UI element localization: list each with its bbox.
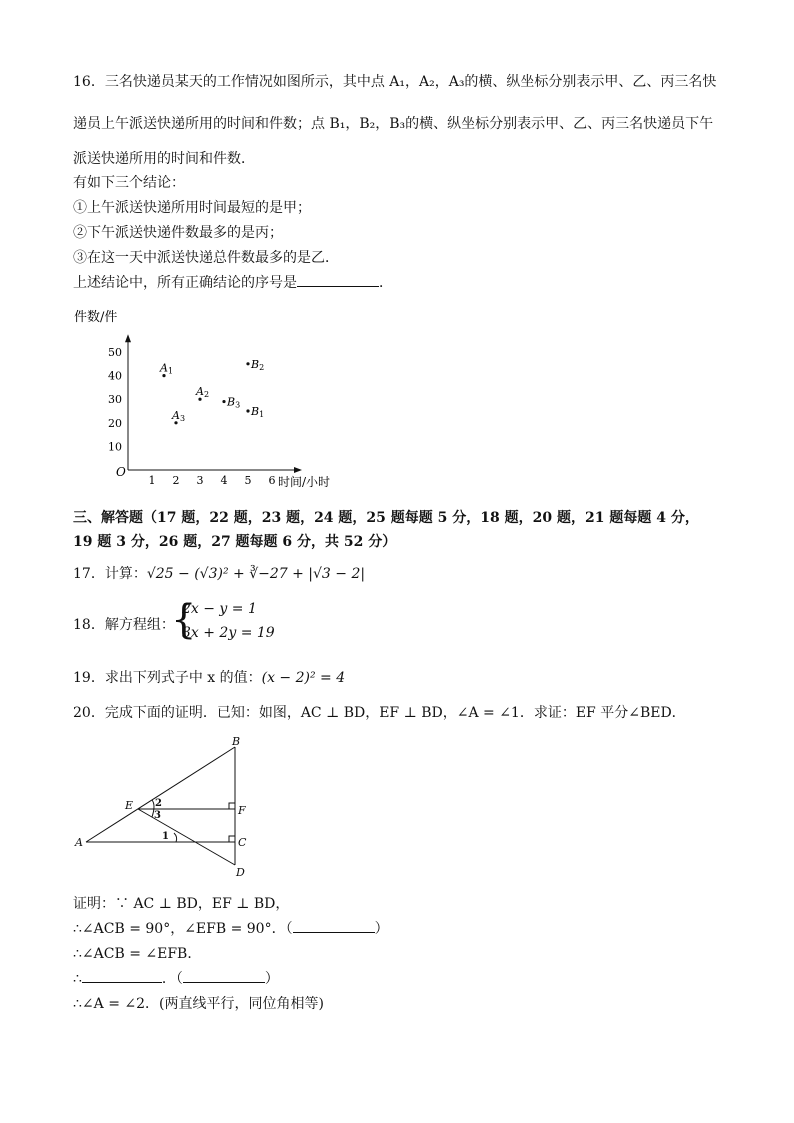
segment-AB <box>86 747 235 842</box>
section3-line2: 19 题 3 分，26 题，27 题每题 6 分，共 52 分） <box>73 534 397 550</box>
point-label: A3 <box>172 408 186 423</box>
x-tick-label: 2 <box>172 474 180 487</box>
y-tick-label: 30 <box>108 393 122 407</box>
q16-conclusion-3: ③在这一天中派送快递总件数最多的是乙． <box>73 250 339 266</box>
q16-line3: 派送快递所用的时间和件数． <box>73 151 255 167</box>
point-subscript: 2 <box>259 362 265 372</box>
x-tick-label: 1 <box>148 474 156 487</box>
point-label: B1 <box>251 405 265 419</box>
y-tick-label: 40 <box>108 369 122 383</box>
q18-equation-1: 2x − y = 1 <box>182 601 257 617</box>
q20-line1: 20．完成下面的证明．已知：如图，AC ⊥ BD，EF ⊥ BD，∠A = ∠1．求证：EF 平分∠BED． <box>73 705 686 721</box>
proof-line4 <box>73 968 279 988</box>
point-label: B2 <box>251 357 265 372</box>
x-tick-label: 3 <box>196 474 204 487</box>
y-tick-label: 50 <box>108 346 122 359</box>
proof-line5: ∴∠A = ∠2．(两直线平行，同位角相等) <box>73 996 324 1012</box>
q18-label: 18．解方程组： <box>73 617 175 633</box>
label-E: E <box>125 799 134 812</box>
q19-label: 19．求出下列式子中 x 的值： <box>73 670 262 686</box>
point-label: B3 <box>227 395 241 410</box>
label-B: B <box>232 735 241 748</box>
q17-label: 17．计算： <box>73 566 147 582</box>
label-D: D <box>236 866 245 879</box>
segment-ED <box>138 809 235 865</box>
proof-line4-mid: ．（ <box>161 971 183 987</box>
proof-line2-close: ） <box>374 921 389 937</box>
q17-expression: √25 − (√3)² + ∛−27 + |√3 − 2| <box>146 566 366 582</box>
label-F: F <box>238 804 246 817</box>
q18-equation-2: 3x + 2y = 19 <box>182 625 275 641</box>
label-C: C <box>238 836 247 849</box>
proof-line2 <box>73 918 389 938</box>
q18-brace: { <box>171 597 197 643</box>
point-subscript: 1 <box>167 366 174 376</box>
right-angle-C <box>229 836 235 842</box>
reason-blank-1[interactable] <box>293 918 375 933</box>
geometry-figure <box>70 733 260 881</box>
point-subscript: 3 <box>179 413 186 423</box>
data-point <box>222 400 225 403</box>
origin-label: O <box>116 465 126 479</box>
q18 <box>73 614 175 634</box>
q19 <box>73 667 345 687</box>
proof-line2-text: ∴∠ACB = 90°，∠EFB = 90°．（ <box>73 921 293 937</box>
angle-arc-1 <box>174 833 177 842</box>
proof-line3: ∴∠ACB = ∠EFB． <box>73 946 202 962</box>
scatter-chart <box>70 305 370 490</box>
data-point <box>246 362 249 365</box>
y-axis-label: 件数/件 <box>74 310 118 325</box>
statement-blank[interactable] <box>82 968 162 983</box>
q17 <box>73 563 365 583</box>
label-angle-3: 3 <box>154 810 161 821</box>
x-axis-arrow <box>294 467 302 473</box>
right-angle-F <box>229 803 235 809</box>
point-label: A2 <box>196 385 210 400</box>
data-point <box>246 409 249 412</box>
label-angle-2: 2 <box>155 798 162 809</box>
q16-line4: 有如下三个结论： <box>73 175 185 191</box>
q16-ask-end: ． <box>379 275 393 291</box>
q16-ask-text: 上述结论中，所有正确结论的序号是 <box>73 275 297 291</box>
y-tick-label: 20 <box>108 416 122 430</box>
q16-conclusion-2: ②下午派送快递件数最多的是丙； <box>73 225 283 241</box>
point-subscript: 3 <box>235 400 241 410</box>
point-label: A1 <box>160 361 174 376</box>
q16-line1: 16．三名快递员某天的工作情况如图所示，其中点 A₁，A₂，A₃的横、纵坐标分别表示甲、乙、丙三名快 <box>73 74 717 90</box>
label-A: A <box>75 836 83 849</box>
q16-ask <box>73 272 393 292</box>
reason-blank-2[interactable] <box>183 968 265 983</box>
label-angle-1: 1 <box>162 831 169 842</box>
x-tick-label: 5 <box>244 474 252 487</box>
proof-line4-therefore: ∴ <box>73 971 82 987</box>
x-axis-label: 时间/小时 <box>278 475 331 489</box>
x-tick-label: 6 <box>268 474 276 487</box>
section3-line1: 三、解答题（17 题，22 题，23 题，24 题，25 题每题 5 分，18 题，20 题，21 题每题 4 分， <box>73 510 699 526</box>
point-subscript: 1 <box>259 410 265 419</box>
point-subscript: 2 <box>203 390 210 400</box>
q16-conclusion-1: ①上午派送快递所用时间最短的是甲； <box>73 200 311 216</box>
y-tick-label: 10 <box>108 440 122 454</box>
answer-blank[interactable] <box>297 272 379 287</box>
y-axis-arrow <box>125 334 131 342</box>
proof-line1: 证明：∵ AC ⊥ BD，EF ⊥ BD， <box>73 896 290 912</box>
q16-line2: 递员上午派送快递所用的时间和件数；点 B₁，B₂，B₃的横、纵坐标分别表示甲、乙、丙三名快递员下午 <box>73 116 714 132</box>
q19-expression: (x − 2)² = 4 <box>261 670 346 686</box>
proof-line4-close: ） <box>264 971 279 987</box>
x-tick-label: 4 <box>220 474 228 487</box>
